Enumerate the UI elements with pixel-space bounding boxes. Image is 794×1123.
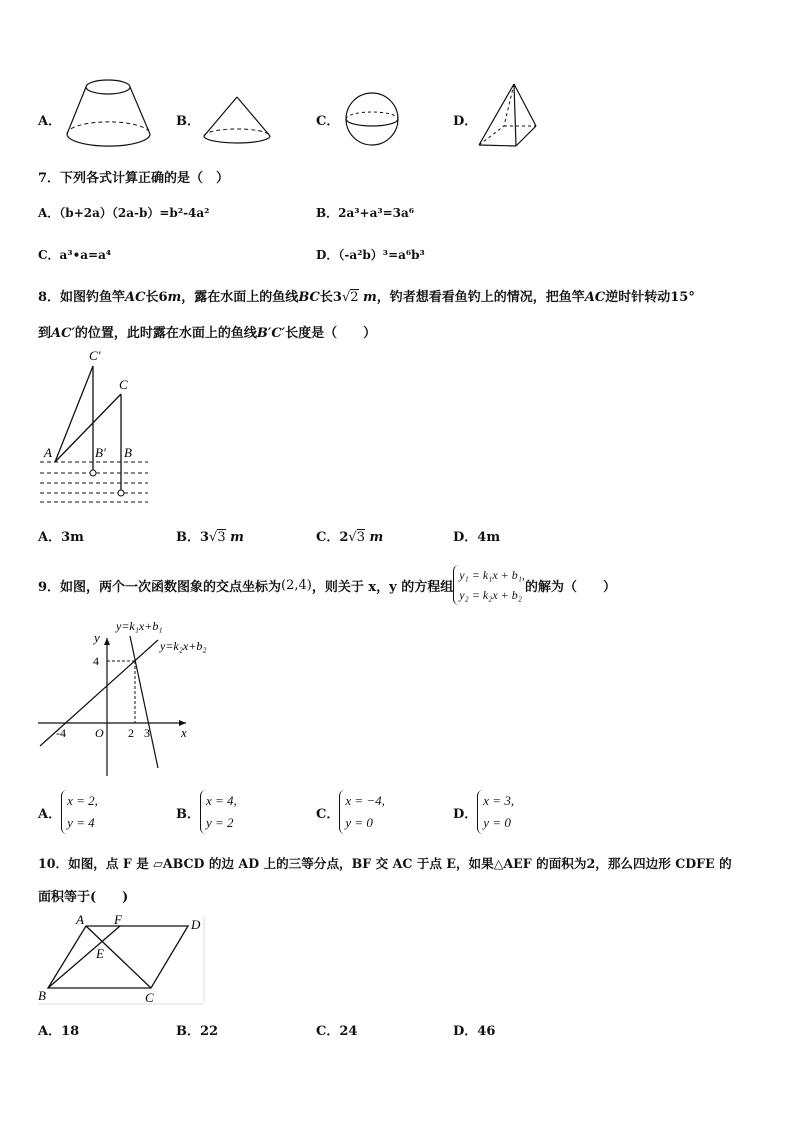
q10-parallelogram-figure bbox=[36, 912, 208, 1008]
tick-4: 4 bbox=[93, 654, 99, 668]
q7-option-b: B．2a³+a³=3a⁶ bbox=[316, 206, 415, 220]
q10-option-a: A．18 bbox=[38, 1024, 80, 1039]
q7-option-a: A．（b+2a）（2a-b）=b²-4a² bbox=[38, 206, 210, 220]
frustum-figure bbox=[64, 78, 156, 150]
tick-neg4: -4 bbox=[56, 726, 66, 740]
q8-option-c: C．2√3 m bbox=[316, 530, 384, 545]
q8-option-b: B．3√3 m bbox=[176, 530, 244, 545]
tick-3: 3 bbox=[144, 726, 150, 740]
q10-option-b: B．22 bbox=[176, 1024, 219, 1039]
q6-option-d-label: D． bbox=[453, 114, 478, 129]
q9-option-c: C． x = −4, y = 0 bbox=[316, 790, 385, 834]
q9-stem: 9．如图，两个一次函数图象的交点坐标为 (2,4) ，则关于 x，y 的方程组 y₁ = k₁x + b₁, y₂ = k₂x + b₂ 的解为（ ） bbox=[38, 562, 616, 608]
label-c: C bbox=[145, 990, 154, 1005]
q7-option-d: D．（-a²b）³=a⁶b³ bbox=[316, 248, 425, 262]
q9-equation-system: y₁ = k₁x + b₁, y₂ = k₂x + b₂ bbox=[453, 565, 525, 605]
line1-label: y=k₁x+b₁ bbox=[116, 619, 163, 633]
label-a: A bbox=[76, 912, 84, 927]
origin-label: O bbox=[95, 726, 104, 740]
line2-label: y=k₂x+b₂ bbox=[160, 639, 207, 653]
q8-option-d: D．4m bbox=[453, 530, 501, 545]
label-b: B bbox=[38, 988, 46, 1003]
label-b-prime: B′ bbox=[95, 445, 106, 460]
q9-option-a: A． x = 2, y = 4 bbox=[38, 790, 98, 834]
pyramid-figure bbox=[474, 82, 540, 150]
q10-stem-line1: 10．如图，点 F 是 ▱ABCD 的边 AD 上的三等分点，BF 交 AC 于点 E，如果△AEF 的面积为2，那么四边形 CDFE 的 bbox=[38, 856, 732, 871]
q9-linear-function-graph bbox=[36, 616, 226, 780]
sphere-figure bbox=[344, 92, 400, 148]
q10-option-d: D．46 bbox=[453, 1024, 496, 1039]
q9-option-d: D． x = 3, y = 0 bbox=[453, 790, 514, 834]
label-c: C bbox=[119, 377, 128, 392]
cone-figure bbox=[200, 96, 272, 146]
q8-fishing-rod-figure bbox=[36, 346, 156, 504]
q6-option-b-label: B． bbox=[176, 114, 200, 129]
q8-stem-line2: 到AC′的位置，此时露在水面上的鱼线B′C′长度是（ ） bbox=[38, 326, 377, 341]
q6-option-c-label: C． bbox=[316, 114, 340, 129]
label-c-prime: C′ bbox=[89, 348, 101, 363]
q10-stem-line2: 面积等于( ) bbox=[38, 890, 129, 905]
q9-option-b: B． x = 4, y = 2 bbox=[176, 790, 237, 834]
label-b: B bbox=[124, 445, 132, 460]
q8-option-a: A．3m bbox=[38, 530, 84, 545]
q10-option-c: C．24 bbox=[316, 1024, 358, 1039]
q7-stem: 7．下列各式计算正确的是（ ） bbox=[38, 171, 230, 186]
label-e: E bbox=[96, 946, 104, 961]
y-axis-label: y bbox=[94, 630, 100, 645]
label-f: F bbox=[114, 912, 122, 927]
q7-option-c: C．a³•a=a⁴ bbox=[38, 248, 112, 262]
x-axis-label: x bbox=[181, 725, 187, 740]
label-d: D bbox=[191, 917, 201, 932]
label-a: A bbox=[44, 445, 52, 460]
q6-option-a-label: A． bbox=[38, 114, 62, 129]
q8-stem-line1: 8．如图钓鱼竿AC长6m，露在水面上的鱼线BC长3√2 m，钓者想看看鱼钓上的情况，把鱼竿AC逆时针转动15° bbox=[38, 290, 695, 305]
tick-2: 2 bbox=[128, 726, 134, 740]
